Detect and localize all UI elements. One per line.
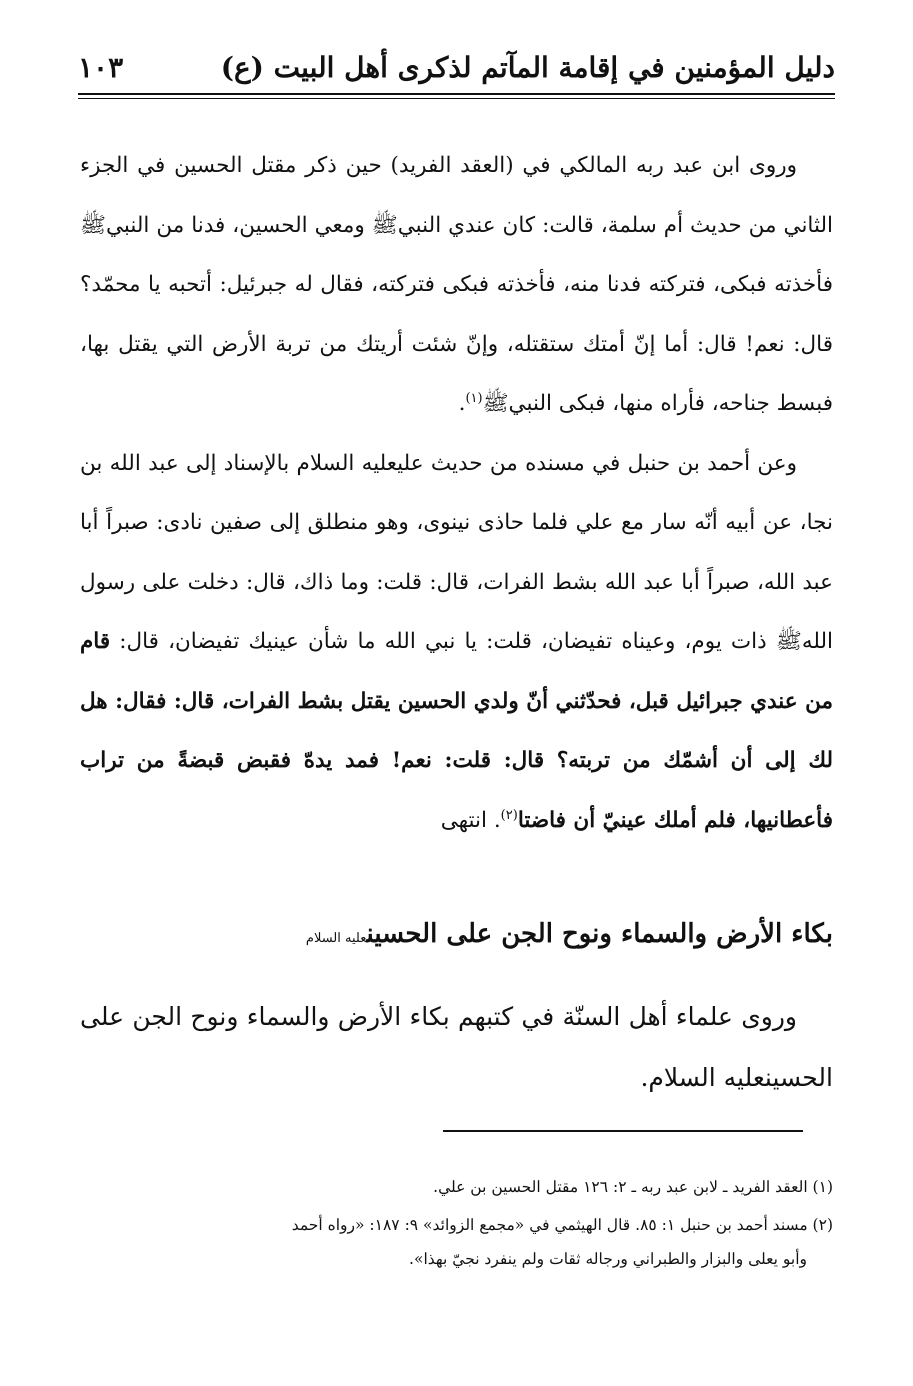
page-number: ١٠٣ [78, 51, 124, 84]
header-rule-thin [78, 98, 835, 99]
section-heading [80, 904, 833, 969]
paragraph-2-end: . انتهى [440, 807, 501, 833]
footnotes [80, 1170, 833, 1280]
footnote-separator [443, 1130, 803, 1132]
footnote-2-line-2: وأبو يعلى والبزار والطبراني ورجاله ثقات ولم ينفرد نجيّ بهذا». [409, 1250, 807, 1268]
main-text [80, 136, 833, 850]
footnote-2 [80, 1208, 833, 1276]
paragraph-2-bold-quote: قام من عندي جبرائيل قبل، فحدّثني أنّ ولدي الحسين يقتل بشط الفرات، قال: فقال: هل لك إلى أن أشمّك من تربته؟ قال: قلت: نعم! فمد يدهّ فقبض قبضةً من تراب فأعطانيها، فلم أملك عينيّ أن فاضتا [80, 629, 833, 833]
footnote-1: (١) العقد الفريد ـ لابن عبد ربه ـ ٢: ١٢٦ مقتل الحسين بن علي. [433, 1178, 833, 1196]
paragraph-1 [80, 136, 833, 434]
page-header [78, 40, 835, 90]
section-text [80, 986, 833, 1108]
footnote-ref-1: (١) [465, 390, 483, 406]
paragraph-1-end: . [458, 391, 466, 416]
running-title: دليل المؤمنين في إقامة المآتم لذكرى أهل البيت (ع) [220, 51, 835, 84]
section-heading-text: بكاء الأرض والسماء ونوح الجن على الحسين [366, 919, 833, 949]
footnote-2-line-1: (٢) مسند أحمد بن حنبل ١: ٨٥. قال الهيثمي في «مجمع الزوائد» ٩: ١٨٧: «رواه أحمد [291, 1216, 833, 1234]
footnote-ref-2: (٢) [500, 807, 518, 823]
section-heading-honorific: عليه السلام [305, 931, 367, 946]
paragraph-3: وروى علماء أهل السنّة في كتبهم بكاء الأرض والسماء ونوح الجن على الحسينعليه السلام. [80, 1002, 833, 1092]
paragraph-1-text: وروى ابن عبد ربه المالكي في (العقد الفريد) حين ذكر مقتل الحسين في الجزء الثاني من حديث أم سلمة، قالت: كان عندي النبيﷺ ومعي الحسين، فدنا من النبيﷺ فأخذته فبكى، فتركته فدنا منه، فأخذته فبكى فتركته، فقال له جبرئيل: أتحبه يا محمّد؟ قال: نعم! قال: أما إنّ أمتك ستقتله، وإنّ شئت أريتك من تربة الأرض التي يقتل بها، فبسط جناحه، فأراه منها، فبكى النبيﷺ [80, 153, 833, 416]
paragraph-2 [80, 434, 833, 851]
header-rule-thick [78, 93, 835, 95]
paragraph-2-text: وعن أحمد بن حنبل في مسنده من حديث عليعليه السلام بالإسناد إلى عبد الله بن نجا، عن أبيه أنّه سار مع علي فلما حاذى نينوى، وهو منطلق إلى صفين نادى: صبراً أبا عبد الله، صبراً أبا عبد الله بشط الفرات، قال: قلت: وما ذاك، قال: دخلت على رسول اللهﷺ ذات يوم، وعيناه تفيضان، قلت: يا نبي الله ما شأن عينيك تفيضان، قال: [80, 450, 833, 654]
